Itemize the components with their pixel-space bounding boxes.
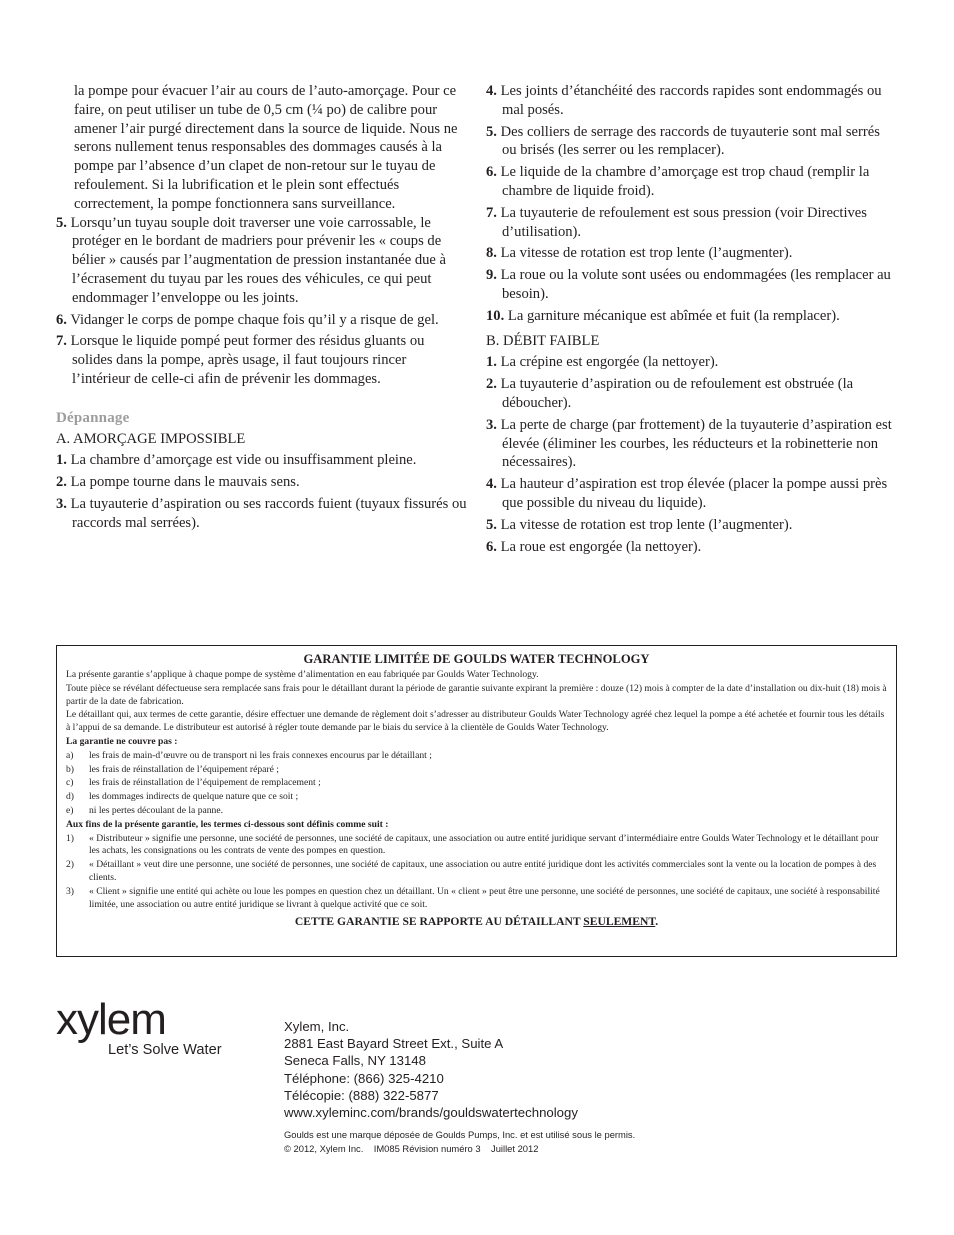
definitions-heading: Aux fins de la présente garantie, les termes ci-dessous sont définis comme suit :: [66, 818, 389, 830]
list-item: 7. Lorsque le liquide pompé peut former des résidus gluants ou solides dans la pompe, après usage, il faut toujours rincer l’intérieur de celle-ci afin de prévenir les dommages.: [56, 333, 425, 387]
list-item: 7. La tuyauterie de refoulement est sous pression (voir Directives d’utilisation).: [486, 204, 867, 240]
exclusion-item: b) les frais de réinstallation de l’équipement réparé ;: [66, 763, 279, 775]
list-item: 3. La perte de charge (par frottement) de la tuyauterie d’aspiration est élevée (éliminer les courbes, les réducteurs et la robinetterie non nécessaires).: [486, 416, 892, 471]
website-link[interactable]: www.xyleminc.com/brands/gouldswatertechnology: [284, 1105, 578, 1121]
phone-number: Téléphone: (866) 325-4210: [284, 1070, 444, 1086]
list-item: 1. La chambre d’amorçage est vide ou insuffisamment pleine.: [56, 452, 417, 469]
logo-wordmark: xylem: [56, 998, 166, 1044]
exclusions-heading: La garantie ne couvre pas :: [66, 735, 178, 747]
list-item: 1. La crépine est engorgée (la nettoyer).: [486, 354, 719, 371]
list-item: 5. Des colliers de serrage des raccords de tuyauterie sont mal serrés ou brisés (les serrer ou les remplacer).: [486, 123, 880, 159]
definition-item: 3) « Client » signifie une entité qui achète ou loue les pompes en question chez un détaillant. Un « client » peut être une personne, une société de personnes, une société de capitaux, une société à responsabilité limitée, une association ou autre entité juridique se livrant à quelque activité que ce soit.: [66, 885, 880, 910]
exclusion-item: d) les dommages indirects de quelque nature que ce soit ;: [66, 791, 299, 803]
list-item: 5. La vitesse de rotation est trop lente (l’augmenter).: [486, 516, 793, 533]
list-item: 5. Lorsqu’un tuyau souple doit traverser une voie carrossable, le protéger en le bordant de madriers pour prévenir les « coups de bélier » causés par l’augmentation de pression instantanée due à l’écrasement du tuyau par les roues des véhicules, ce qui peut endommager l’enveloppe ou les joints.: [56, 214, 447, 306]
company-name: Xylem, Inc.: [284, 1019, 350, 1034]
list-item: 4. La hauteur d’aspiration est trop élevée (placer la pompe aussi près que possible du niveau du liquide).: [486, 476, 888, 511]
left-column: [56, 82, 468, 536]
warranty-paragraph: Toute pièce se révélant défectueuse sera remplacée sans frais pour le détaillant durant la période de garantie suivante expirant la première : douze (12) mois à compter de la date d’installation ou dix-huit (18) mois à partir de la date de fabrication.: [66, 682, 887, 707]
list-item: 2. La tuyauterie d’aspiration ou de refoulement est obstruée (la déboucher).: [486, 376, 854, 411]
fax-number: Télécopie: (888) 322-5877: [284, 1087, 439, 1103]
list-item: 6. Le liquide de la chambre d’amorçage est trop chaud (remplir la chambre de liquide froid).: [486, 164, 870, 199]
tagline: Let’s Solve Water: [108, 1042, 222, 1058]
definition-item: 1) « Distributeur » signifie une personne, une société de personnes, une société de capitaux, une association ou autre entité juridique servant d’intermédiaire entre Goulds Water Technology et le détaillant pour les achats, les consignations ou les contrats de vente des pompes en question.: [66, 832, 879, 857]
warranty-paragraph: La présente garantie s’applique à chaque pompe de système d’alimentation en eau fabriquée par Goulds Water Technology.: [66, 669, 539, 680]
list-item: 6. Vidanger le corps de pompe chaque fois qu’il y a risque de gel.: [56, 311, 439, 328]
exclusion-item: c) les frais de réinstallation de l’équipement de remplacement ;: [66, 777, 321, 789]
list-item: 4. Les joints d’étanchéité des raccords rapides sont endommagés ou mal posés.: [486, 83, 882, 118]
exclusion-item: e) ni les pertes découlant de la panne.: [66, 804, 223, 816]
legal-notice: [284, 1128, 635, 1156]
list-item: 3. La tuyauterie d’aspiration ou ses raccords fuient (tuyaux fissurés ou raccords mal serrées).: [56, 495, 467, 531]
warranty-box: [56, 645, 897, 957]
right-column: [486, 82, 896, 559]
list-item: 8. La vitesse de rotation est trop lente (l’augmenter).: [486, 245, 793, 262]
warranty-title: GARANTIE LIMITÉE DE GOULDS WATER TECHNOLOGY: [303, 652, 650, 666]
warranty-paragraph: Le détaillant qui, aux termes de cette garantie, désire effectuer une demande de règlement doit s’adresser au distributeur Goulds Water Technology agréé chez lequel la pompe a été achetée et fournir tous les détails à l’appui de sa demande. Le distributeur est autorisé à régler toute demande par le biais du service à la clientèle de Goulds Water Technology.: [66, 709, 885, 734]
section-a-heading: A. AMORÇAGE IMPOSSIBLE: [56, 430, 246, 447]
definition-item: 2) « Détaillant » veut dire une personne, une société de personnes, une société de capitaux, une association ou autre entité juridique dont les activités commerciales sont la vente ou la location de pompes à des clients.: [66, 859, 877, 883]
list-item: 9. La roue ou la volute sont usées ou endommagées (les remplacer au besoin).: [486, 267, 891, 302]
street-address: 2881 East Bayard Street Ext., Suite A: [284, 1036, 504, 1052]
troubleshooting-heading: Dépannage: [56, 409, 130, 426]
copyright-notice: © 2012, Xylem Inc. IM085 Révision numéro 3 Juillet 2012: [284, 1143, 539, 1154]
exclusion-item: a) les frais de main-d’œuvre ou de transport ni les frais connexes encourus par le détaillant ;: [66, 749, 432, 761]
list-item: 2. La pompe tourne dans le mauvais sens.: [56, 474, 300, 491]
section-b-heading: B. DÉBIT FAIBLE: [486, 332, 600, 349]
city-address: Seneca Falls, NY 13148: [284, 1053, 426, 1069]
list-item: 10. La garniture mécanique est abîmée et fuit (la remplacer).: [486, 307, 840, 324]
contact-block: [284, 1018, 578, 1121]
list-item: 6. La roue est engorgée (la nettoyer).: [486, 538, 702, 555]
warranty-footer: CETTE GARANTIE SE RAPPORTE AU DÉTAILLANT SEULEMENT.: [294, 915, 659, 929]
trademark-notice: Goulds est une marque déposée de Goulds Pumps, Inc. et est utilisé sous le permis.: [284, 1129, 636, 1140]
continued-paragraph: la pompe pour évacuer l’air au cours de l’auto-amorçage. Pour ce faire, on peut utiliser un tube de 0,5 cm (¼ po) de calibre pour amener l’air purgé directement dans la source de liquide. Nous ne serons nullement tenus responsables des dommages causés à la pompe par l’absence d’un clapet de non-retour sur le tuyau de refoulement. Si la lubrification et le plein sont effectués correctement, la pompe fonctionnera sans surveillance.: [74, 83, 458, 212]
